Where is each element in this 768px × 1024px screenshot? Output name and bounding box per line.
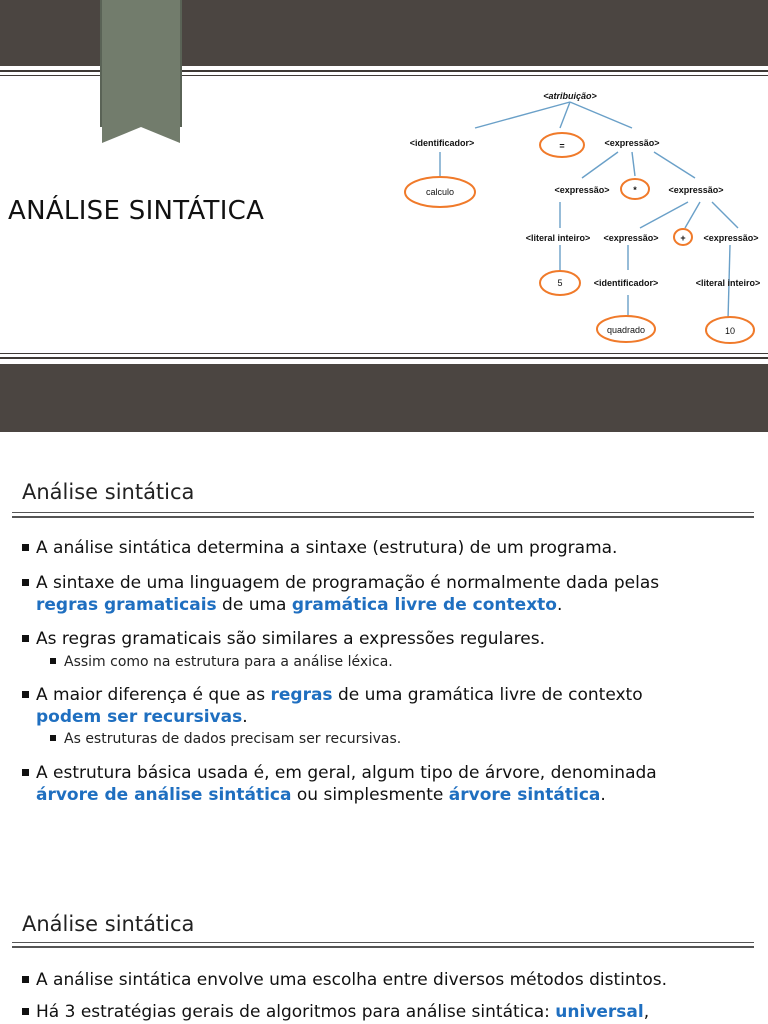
bullet-text-part: . (556, 595, 563, 615)
title-rule-thick (12, 516, 754, 518)
node-literal-right: <literal inteiro> (695, 278, 761, 288)
bullet-2 (22, 1001, 752, 1023)
bottom-bar (0, 364, 768, 432)
node-expressao-rr: <expressão> (703, 233, 759, 243)
highlight-regras-gramaticais: regras gramaticais (36, 595, 217, 615)
bullet-text (36, 684, 752, 728)
bullet-text-part: A estrutura básica usada é, em geral, algum tipo de árvore, denominada (36, 763, 657, 783)
bottom-divider-thin (0, 353, 768, 354)
highlight-regras: regras (270, 685, 333, 705)
bullet-3 (22, 628, 752, 650)
bullet-square-icon (22, 769, 29, 776)
bullet-text-part: A maior diferença é que as (36, 685, 271, 705)
highlight-arvore-sintatica: árvore sintática (448, 785, 601, 805)
node-expressao-right: <expressão> (668, 185, 724, 195)
slide-title: Análise sintática (22, 480, 195, 504)
bullet-text-part: . (242, 707, 248, 727)
bullet-square-icon (22, 579, 29, 586)
bullet-text-part: , (643, 1002, 650, 1022)
node-mais: + (680, 233, 686, 243)
bullet-square-icon (50, 658, 56, 664)
sub-bullet-text: As estruturas de dados precisam ser recursivas. (64, 731, 402, 747)
slide-title: Análise sintática (22, 912, 195, 936)
bullet-text-part: de uma (216, 595, 292, 615)
node-dez: 10 (724, 326, 736, 336)
highlight-podem-ser-recursivas: podem ser recursivas (36, 707, 243, 727)
bullet-square-icon (22, 544, 29, 551)
highlight-arvore-analise: árvore de análise sintática (36, 785, 292, 805)
title-rule (12, 942, 754, 943)
node-identificador: <identificador> (409, 138, 475, 148)
content-slide-2 (0, 864, 768, 1024)
node-expressao-left: <expressão> (554, 185, 610, 195)
sub-bullet-3 (50, 653, 750, 671)
node-quadrado: quadrado (606, 325, 646, 335)
bullet-square-icon (22, 691, 29, 698)
node-literal-left: <literal inteiro> (525, 233, 591, 243)
bullet-square-icon (22, 1008, 29, 1015)
node-atribuicao: <atribuição> (543, 91, 597, 101)
node-calculo: calculo (425, 187, 455, 197)
bullet-1 (22, 969, 752, 991)
bullet-square-icon (22, 976, 29, 983)
bullet-text-part: de uma gramática livre de contexto (332, 685, 643, 705)
bullet-text-part: . (600, 785, 606, 805)
bullet-5 (22, 762, 752, 806)
bullet-text: A análise sintática envolve uma escolha entre diversos métodos distintos. (36, 970, 668, 990)
bullet-1 (22, 537, 752, 559)
node-cinco: 5 (557, 278, 563, 288)
node-igual: = (559, 141, 565, 151)
bullet-4 (22, 684, 752, 728)
title-slide (0, 0, 768, 432)
highlight-universal: universal (555, 1002, 644, 1022)
slide-title: ANÁLISE SINTÁTICA (8, 196, 265, 226)
highlight-gramatica-livre: gramática livre de contexto (291, 595, 557, 615)
bullet-text-part: Há 3 estratégias gerais de algoritmos para análise sintática: (36, 1002, 556, 1022)
bullet-text-part: A sintaxe de uma linguagem de programação é normalmente dada pelas (36, 573, 660, 593)
ribbon-bookmark (102, 0, 180, 143)
node-expressao-ll: <expressão> (603, 233, 659, 243)
node-asterisco: * (633, 185, 637, 195)
node-expressao-top: <expressão> (604, 138, 660, 148)
node-identificador-2: <identificador> (593, 278, 659, 288)
title-rule (12, 512, 754, 513)
bullet-text: As regras gramaticais são similares a expressões regulares. (36, 629, 546, 649)
bullet-text-part: ou simplesmente (291, 785, 449, 805)
bullet-text: A análise sintática determina a sintaxe (estrutura) de um programa. (36, 538, 618, 558)
sub-bullet-text: Assim como na estrutura para a análise léxica. (64, 654, 393, 670)
bullet-text (36, 762, 752, 806)
sub-bullet-4 (50, 730, 750, 748)
ribbon-notch (102, 127, 180, 143)
bullet-square-icon (22, 635, 29, 642)
bullet-text (36, 572, 752, 616)
title-rule-thick (12, 946, 754, 948)
parse-tree-diagram (370, 80, 768, 348)
bullet-2 (22, 572, 752, 616)
tree-edges (440, 102, 738, 320)
bottom-divider (0, 357, 768, 359)
bullet-text (36, 1001, 752, 1023)
bullet-square-icon (50, 735, 56, 741)
content-slide-1 (0, 432, 768, 864)
